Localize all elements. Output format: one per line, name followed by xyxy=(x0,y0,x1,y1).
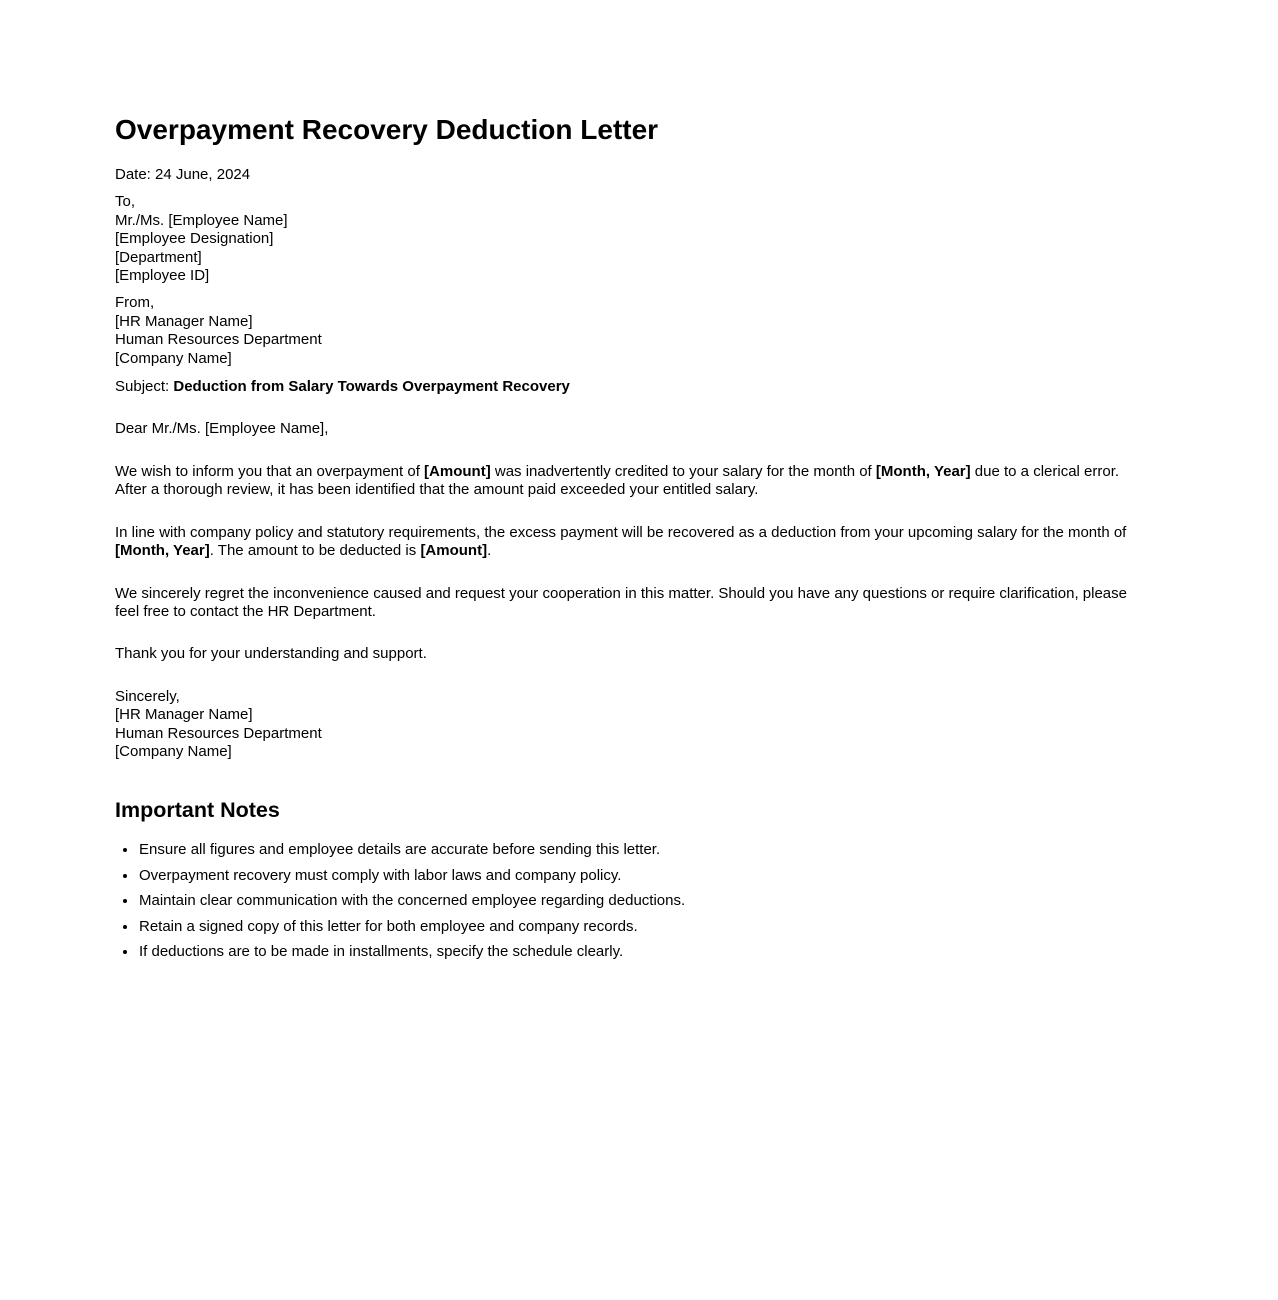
notes-heading: Important Notes xyxy=(115,798,280,823)
subject-line xyxy=(115,378,1147,396)
note-item: • Ensure all figures and employee details are accurate before sending this letter. xyxy=(138,841,1147,859)
paragraph-text: . The amount to be deducted is xyxy=(209,542,421,560)
note-item: • Maintain clear communication with the concerned employee regarding deductions. xyxy=(138,892,1147,910)
note-item: • If deductions are to be made in installments, specify the schedule clearly. xyxy=(138,943,1147,961)
body-paragraph xyxy=(115,585,1147,622)
letter-container xyxy=(115,0,1147,968)
paragraph-text: due to a clerical error. After a thorough review, it has been identified that the amount paid exceeded your entitled salary. xyxy=(115,462,1120,499)
body-paragraph xyxy=(115,463,1147,500)
paragraph-text: We wish to inform you that an overpayment of xyxy=(115,462,425,480)
signature-block: Sincerely, [HR Manager Name] Human Resources Department [Company Name] xyxy=(115,687,322,760)
paragraph-text: was inadvertently credited to your salary for the month of xyxy=(490,462,876,480)
page-title: Overpayment Recovery Deduction Letter xyxy=(115,114,659,145)
placeholder-token: [Amount] xyxy=(424,462,491,480)
date-line: Date: 24 June, 2024 xyxy=(115,166,251,183)
placeholder-token: [Month, Year] xyxy=(115,542,210,560)
letter-body xyxy=(115,463,1147,664)
paragraph-text: We sincerely regret the inconvenience caused and request your cooperation in this matter. Should you have any questions or require clarification, please feel free to contact the HR Department. xyxy=(115,584,1127,620)
recipient-block: To, Mr./Ms. [Employee Name] [Employee Designation] [Department] [Employee ID] xyxy=(115,193,288,285)
sender-block: From, [HR Manager Name] Human Resources Department [Company Name] xyxy=(115,294,322,367)
body-paragraph xyxy=(115,524,1147,561)
paragraph-text: In line with company policy and statutory requirements, the excess payment will be recovered as a deduction from your upcoming salary for the month of xyxy=(115,523,1127,541)
paragraph-text: Thank you for your understanding and support. xyxy=(115,645,427,663)
subject-text: Deduction from Salary Towards Overpayment Recovery xyxy=(173,378,570,396)
paragraph-text: . xyxy=(487,542,492,560)
placeholder-token: [Month, Year] xyxy=(875,462,971,480)
salutation: Dear Mr./Ms. [Employee Name], xyxy=(115,420,329,438)
note-item: • Overpayment recovery must comply with labor laws and company policy. xyxy=(138,867,1147,885)
subject-label: Subject: xyxy=(115,378,174,396)
placeholder-token: [Amount] xyxy=(420,542,488,560)
notes-list xyxy=(115,841,1147,961)
body-paragraph xyxy=(115,645,1147,663)
note-item: • Retain a signed copy of this letter for both employee and company records. xyxy=(138,918,1147,936)
